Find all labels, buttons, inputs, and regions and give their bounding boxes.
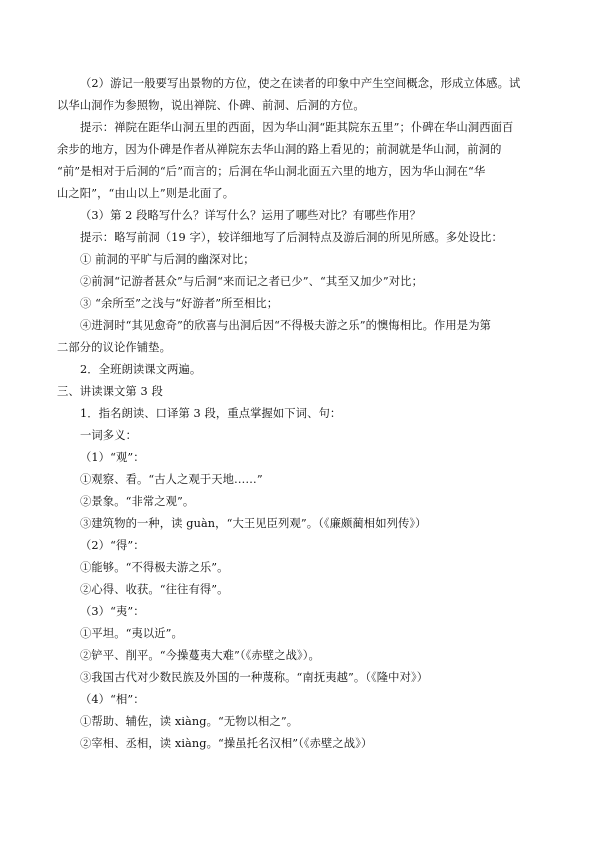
text-line: 以华山洞作为参照物，说出禅院、仆碑、前洞、后洞的方位。 [57, 99, 365, 112]
text-line: ①观察、看。“古人之观于天地……” [80, 473, 263, 486]
text-line: ④进洞时“其见愈奇”的欣喜与出洞后因“不得极夫游之乐”的懊悔相比。作用是为第 [80, 319, 491, 332]
text-line: （3）“夷”： [80, 605, 145, 618]
text-line: 山之阳”，“由山以上”则是北面了。 [57, 187, 235, 200]
text-line: ②铲平、削平。“今操蔓夷大难”（《赤壁之战》）。 [80, 649, 320, 662]
text-line: ①能够。“不得极夫游之乐”。 [80, 561, 229, 574]
text-line: 提示：禅院在距华山洞五里的西面，因为华山洞“距其院东五里”；仆碑在华山洞西面百 [80, 121, 514, 134]
text-line: 余步的地方，因为仆碑是作者从禅院东去华山洞的路上看见的；前洞就是华山洞，前洞的 [57, 143, 502, 156]
text-line: ①平坦。“夷以近”。 [80, 627, 183, 640]
text-line: 2．全班朗读课文两遍。 [80, 363, 202, 376]
text-line: ②景象。“非常之观”。 [80, 495, 195, 508]
text-line: ①帮助、辅佐，读 xiàng。“无物以相之”。 [80, 715, 299, 728]
text-line: 一词多义： [80, 429, 137, 442]
text-line: ③ “余所至”之浅与“好游者”所至相比； [80, 297, 279, 310]
text-line: ②宰相、丞相，读 xiàng。“操虽托名汉相”（《赤壁之战》） [80, 737, 373, 750]
text-line: （4）“相”： [80, 693, 145, 706]
text-line: ① 前洞的平旷与后洞的幽深对比； [80, 253, 255, 266]
text-line: 三、讲读课文第 3 段 [57, 385, 163, 398]
text-line: “前”是相对于后洞的“后”而言的；后洞在华山洞北面五六里的地方，因为华山洞在“华 [57, 165, 486, 178]
text-line: ②前洞“记游者甚众”与后洞“来而记之者已少”、“其至又加少”对比； [80, 275, 423, 288]
text-line: 1．指名朗读、口译第 3 段，重点掌握如下词、句： [80, 407, 342, 420]
text-line: ②心得、收获。“往往有得”。 [80, 583, 229, 596]
text-line: 提示：略写前洞（19 字），较详细地写了后洞特点及游后洞的所见所感。多处设比： [80, 231, 503, 244]
text-line: ③建筑物的一种，读 guàn，“大王见臣列观”。（《廉颇蔺相如列传》） [80, 517, 427, 530]
text-line: （2）游记一般要写出景物的方位，使之在读者的印象中产生空间概念，形成立体感。试 [80, 77, 521, 90]
text-line: ③我国古代对少数民族及外国的一种蔑称。“南抚夷越”。（《隆中对》） [80, 671, 429, 684]
text-line: （2）“得”： [80, 539, 145, 552]
text-line: 二部分的议论作铺垫。 [57, 341, 171, 354]
text-line: （3）第 2 段略写什么？详写什么？运用了哪些对比？有哪些作用？ [80, 209, 422, 222]
text-line: （1）“观”： [80, 451, 145, 464]
